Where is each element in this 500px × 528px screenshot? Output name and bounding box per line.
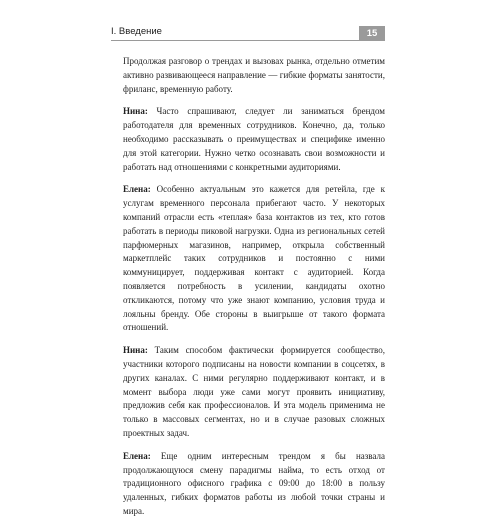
chapter-title: I. Введение — [111, 26, 162, 37]
speaker-name: Нина: — [123, 106, 148, 117]
paragraph — [123, 183, 385, 335]
page-number: 15 — [359, 26, 385, 41]
paragraph-text: Еще одним интересным трендом я бы назвала продолжающуюся смену парадигмы найма, то есть отход от традиционного офисного графика с 09:00 до 18:00 в пользу удаленных, гибких форматов работы из любой точки страны и мира. — [123, 450, 385, 516]
paragraph — [123, 55, 385, 96]
paragraph — [123, 344, 385, 441]
paragraph — [123, 105, 385, 174]
paragraph-text: Продолжая разговор о трендах и вызовах рынка, отдельно отметим активно развивающееся направление — гибкие форматы занятости, фриланс, временную работу. — [123, 56, 385, 94]
page-body — [123, 55, 385, 528]
running-header — [111, 27, 383, 41]
speaker-name: Елена: — [123, 184, 151, 195]
paragraph — [123, 450, 385, 519]
paragraph-text: Особенно актуальным это кажется для ретейла, где к услугам временного персонала прибегают часто. У некоторых компаний отрасли есть «теплая» база контактов из тех, кто готов работать в периоды пиковой нагрузки. Одна из региональных сетей парфюмерных магазинов, например, открыла собственный маркетплейс таких сотрудников и постоянно с ними коммуницирует, поддерживая контакт с аудиторией. Когда появляется потребность в усилении, кандидаты охотно откликаются, потому что уже знают компанию, условия труда и лояльны бренду. Обе стороны в выигрыше от такого формата отношений. — [123, 184, 385, 333]
speaker-name: Нина: — [123, 345, 148, 356]
speaker-name: Елена: — [123, 450, 151, 461]
paragraph-text: Таким способом фактически формируется сообщество, участники которого подписаны на новости компании в соцсетях, в других каналах. С ними регулярно поддерживают контакт, и в момент выбора люди уже сами могут проявить инициативу, предложив себя как профессионалов. И эта модель применима не только в массовых сегментах, но и в случае разовых сложных проектных задач. — [123, 345, 385, 438]
paragraph-text: Часто спрашивают, следует ли заниматься брендом работодателя для временных сотрудников. Конечно, да, только необходимо рассказывать о преимуществах и специфике именно для этой категории. Нужно четко осознавать свои возможности и работать над отношениями с конкретными аудиториями. — [123, 106, 385, 172]
